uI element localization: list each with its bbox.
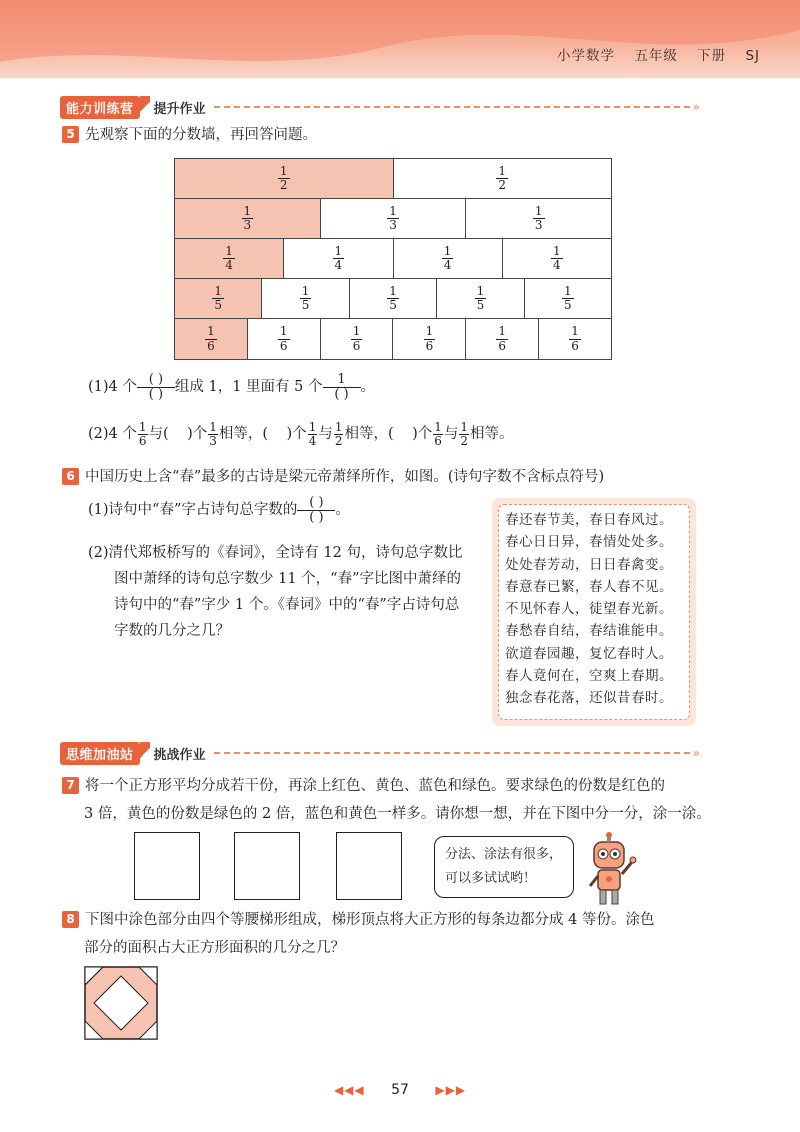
fraction-wall-cell <box>350 279 437 318</box>
fraction-denominator: 6 <box>279 338 288 353</box>
fraction-numerator: 1 <box>225 243 233 258</box>
fraction-wall-cell <box>175 279 262 318</box>
fraction-denominator: 5 <box>476 298 485 312</box>
q6-sub1-a: (1)诗句中“春”字占诗句总字数的 <box>88 501 298 518</box>
q6-sub2-line: 图中萧绎的诗句总字数少 11 个，“春”字比图中萧绎的 <box>114 571 461 587</box>
poem-line: 不见怀春人，徒望春光新。 <box>505 601 673 618</box>
answer-blank-fraction[interactable] <box>297 496 335 524</box>
right-arrows-icon: ▶▶▶ <box>435 1083 467 1097</box>
fraction-numerator: 1 <box>498 163 507 178</box>
speech-bubble <box>434 836 574 898</box>
fraction-numerator: 1 <box>243 203 252 218</box>
poem-line: 春人竟何在，空爽上春期。 <box>505 668 673 685</box>
fraction-numerator: 1 <box>498 324 507 339</box>
q5-sub2-g: 相等，( <box>344 425 394 442</box>
fraction-denominator: 5 <box>389 298 397 312</box>
dashed-divider <box>214 752 690 754</box>
fraction-denominator: 3 <box>389 218 397 232</box>
fraction-wall-row <box>175 199 611 239</box>
fraction-numerator: 1 <box>534 203 543 218</box>
answer-blank-fraction[interactable] <box>323 373 361 401</box>
fraction-wall-cell <box>175 199 321 238</box>
question-number-8: 8 <box>62 911 79 928</box>
q6-sub2-line: 诗句中的“春”字少 1 个。《春词》中的“春”字占诗句总 <box>114 597 460 613</box>
fraction-wall-cell <box>503 239 611 278</box>
question-number-5: 5 <box>62 126 79 143</box>
fraction-denominator: 6 <box>207 338 215 353</box>
q5-sub2-i: 与 <box>443 425 459 442</box>
question-6-sub1 <box>88 496 350 524</box>
q5-sub1-part-a: (1)4 个 <box>88 378 137 395</box>
question-6-sub2 <box>88 540 462 644</box>
q5-sub2-j: 相等。 <box>470 425 514 442</box>
page-number: 57 <box>391 1082 409 1098</box>
q5-sub2-f: 与 <box>318 425 333 442</box>
drawing-square-2[interactable] <box>234 832 300 900</box>
poem-line: 欲道春园趣，复忆春时人。 <box>505 645 673 662</box>
fraction-one-fourth: $\frac{1}{4}$ <box>308 420 317 448</box>
fraction-numerator: 1 <box>352 324 361 339</box>
fraction-wall-cell <box>466 319 539 359</box>
fraction-numerator: 1 <box>443 243 452 258</box>
fraction-denominator: 4 <box>443 258 452 272</box>
q5-sub1-part-c: 。 <box>360 378 375 395</box>
q6-sub2-line: (2)清代郑板桥写的《春词》，全诗有 12 句，诗句总字数比 <box>88 545 463 561</box>
cell-fraction <box>333 245 345 272</box>
fraction-denominator: 4 <box>334 258 343 272</box>
fraction-denominator: 5 <box>564 298 572 312</box>
question-5-text: 先观察下面的分数墙，再回答问题。 <box>85 127 317 143</box>
question-7-line: 将一个正方形平均分成若干份，再涂上红色、黄色、蓝色和绿色。要求绿色的份数是红色的 <box>85 778 665 794</box>
fraction-wall-cell <box>394 239 503 278</box>
question-8-line: 下图中涂色部分由四个等腰梯形组成，梯形顶点将大正方形的每条边都分成 4 等份。涂色 <box>85 912 655 928</box>
question-number-7: 7 <box>62 777 79 794</box>
fraction-wall-row <box>175 239 611 279</box>
fraction-wall-cell <box>175 319 248 359</box>
header-wave-decoration <box>0 0 800 78</box>
cell-fraction <box>496 165 508 192</box>
fraction-denominator: 6 <box>352 338 361 353</box>
poem-line: 春愁春自结，春结谁能申。 <box>505 623 673 640</box>
fraction-one-third: $\frac{1}{3}$ <box>209 420 217 448</box>
section-subtitle-1: 提升作业 <box>153 101 206 117</box>
answer-blank-fraction[interactable] <box>137 373 175 401</box>
poem-line: 春意春已繁，春人春不见。 <box>505 578 673 595</box>
fraction-denominator: 6 <box>425 338 434 353</box>
answer-blank-numerator: ( ) <box>309 495 324 510</box>
cell-fraction <box>569 325 581 352</box>
q5-sub2-h[interactable]: )个 <box>393 425 433 442</box>
question-5-prompt <box>62 124 317 147</box>
fraction-wall-cell <box>262 279 349 318</box>
header-subject: 小学数学 <box>557 48 616 64</box>
fraction-denominator: 5 <box>214 298 223 312</box>
fraction-wall-cell <box>175 159 394 198</box>
poem-line: 春还春节美，春日春风过。 <box>505 512 673 528</box>
cell-fraction <box>212 285 224 312</box>
fraction-wall-cell <box>321 199 467 238</box>
header-edition: SJ <box>745 48 760 64</box>
poem-inner-frame <box>498 504 690 720</box>
cell-fraction <box>278 325 290 352</box>
left-arrows-icon: ◀◀◀ <box>333 1083 365 1097</box>
q5-sub2-e[interactable]: )个 <box>268 425 307 442</box>
robot-mascot-icon <box>582 832 638 910</box>
double-chevron-icon: » <box>692 100 700 114</box>
cell-fraction <box>351 325 363 352</box>
fraction-one-half: $\frac{1}{2}$ <box>460 420 469 448</box>
badge-tail-decoration <box>140 742 150 764</box>
q5-sub1-part-b: 组成 1，1 里面有 5 个 <box>174 378 323 395</box>
fraction-wall-cell <box>394 159 612 198</box>
trapezoid-square-figure <box>84 966 158 1040</box>
question-5-sub2 <box>88 421 514 447</box>
cell-fraction <box>533 205 545 232</box>
fraction-denominator: 6 <box>498 338 507 353</box>
section-badge-1: 能力训练营 <box>60 96 140 119</box>
poem-line: 处处春芳动，日日春禽变。 <box>505 556 673 573</box>
fraction-wall-cell <box>284 239 393 278</box>
question-8-line: 部分的面积占大正方形面积的几分之几？ <box>84 940 345 956</box>
fraction-wall-row <box>175 159 611 199</box>
bubble-line: 可以多试试哟！ <box>445 871 537 886</box>
cell-fraction <box>424 325 436 352</box>
cell-fraction <box>496 325 508 352</box>
header-grade: 五年级 <box>634 48 678 64</box>
fraction-wall-cell <box>175 239 284 278</box>
cell-fraction <box>242 205 254 232</box>
section-badge-2: 思维加油站 <box>60 742 140 765</box>
poem-line: 独念春花落，还似昔春时。 <box>505 690 673 707</box>
question-7-line: 3 倍，黄色的份数是绿色的 2 倍，蓝色和黄色一样多。请你想一想，并在下图中分一分，涂一涂。 <box>84 806 711 822</box>
fraction-denominator: 5 <box>301 298 310 312</box>
page-footer <box>0 1082 800 1098</box>
fraction-numerator: 1 <box>207 324 215 339</box>
fraction-numerator: 1 <box>301 283 310 298</box>
cell-fraction <box>551 245 563 272</box>
fraction-numerator: 1 <box>571 324 579 339</box>
fraction-numerator: 1 <box>337 372 346 387</box>
poem-line: 春心日日异，春情处处多。 <box>505 534 673 551</box>
double-chevron-icon: » <box>692 746 700 760</box>
answer-blank-denominator: ( ) <box>297 510 335 525</box>
header-info <box>543 44 760 64</box>
cell-fraction <box>562 285 574 312</box>
fraction-denominator: 4 <box>225 258 233 272</box>
fraction-denominator: 2 <box>279 178 288 192</box>
fraction-denominator: 3 <box>243 218 252 232</box>
section-subtitle-2: 挑战作业 <box>153 747 206 763</box>
header-volume: 下册 <box>697 48 727 64</box>
fraction-denominator: 2 <box>498 178 507 192</box>
fraction-wall-cell <box>248 319 321 359</box>
fraction-wall-cell <box>393 319 466 359</box>
section-heading-2 <box>60 742 700 764</box>
q5-sub2-c[interactable]: )个 <box>168 425 208 442</box>
cell-fraction <box>278 165 290 192</box>
badge-tail-decoration <box>140 96 150 118</box>
cell-fraction <box>475 285 487 312</box>
cell-fraction <box>205 325 217 352</box>
answer-blank-numerator: ( ) <box>148 372 164 387</box>
cell-fraction <box>387 205 399 232</box>
question-6-text: 中国历史上含“春”最多的古诗是梁元帝萧绎所作，如图。(诗句字数不含标点符号) <box>85 469 605 485</box>
fraction-numerator: 1 <box>389 203 397 218</box>
fraction-wall-cell <box>539 319 611 359</box>
fraction-wall <box>174 158 612 360</box>
fraction-denominator: 6 <box>571 338 579 353</box>
fraction-numerator: 1 <box>564 283 572 298</box>
fraction-numerator: 1 <box>425 324 434 339</box>
q6-sub1-b: 。 <box>335 501 350 518</box>
answer-blank-denominator: ( ) <box>137 387 175 402</box>
cell-fraction <box>300 285 312 312</box>
cell-fraction <box>442 245 454 272</box>
header-band <box>0 0 800 78</box>
fraction-one-half: $\frac{1}{2}$ <box>334 420 343 448</box>
fraction-numerator: 1 <box>279 163 288 178</box>
question-5-sub1 <box>88 373 375 401</box>
fraction-numerator: 1 <box>389 283 397 298</box>
question-7-prompt <box>62 772 711 828</box>
fraction-numerator: 1 <box>334 243 343 258</box>
fraction-wall-cell <box>321 319 394 359</box>
dashed-divider <box>214 106 690 108</box>
fraction-denominator: 3 <box>534 218 543 232</box>
fraction-wall-cell <box>466 199 611 238</box>
question-6-prompt <box>62 466 604 489</box>
section-heading-1 <box>60 96 700 118</box>
question-number-6: 6 <box>62 468 79 485</box>
drawing-square-3[interactable] <box>336 832 402 900</box>
poem-card <box>492 498 696 726</box>
fraction-denominator: 4 <box>553 258 561 272</box>
fraction-wall-row <box>175 279 611 319</box>
fraction-wall-row <box>175 319 611 359</box>
fraction-one-sixth: $\frac{1}{6}$ <box>434 420 442 448</box>
q6-sub2-line: 字数的几分之几？ <box>114 623 230 639</box>
cell-fraction <box>387 285 399 312</box>
fraction-wall-cell <box>437 279 524 318</box>
question-8-prompt <box>62 906 654 962</box>
fraction-one-sixth: $\frac{1}{6}$ <box>138 420 147 448</box>
q5-sub2-a: (2)4 个 <box>88 425 137 442</box>
cell-fraction <box>223 245 235 272</box>
fraction-numerator: 1 <box>214 283 223 298</box>
q5-sub2-d: 相等，( <box>218 425 269 442</box>
fraction-numerator: 1 <box>553 243 561 258</box>
drawing-square-1[interactable] <box>134 832 200 900</box>
bubble-line: 分法、涂法有很多， <box>445 847 563 862</box>
q5-sub2-b: 与( <box>148 425 169 442</box>
fraction-numerator: 1 <box>279 324 288 339</box>
answer-blank-denominator: ( ) <box>323 387 361 402</box>
fraction-wall-cell <box>525 279 611 318</box>
fraction-numerator: 1 <box>476 283 485 298</box>
